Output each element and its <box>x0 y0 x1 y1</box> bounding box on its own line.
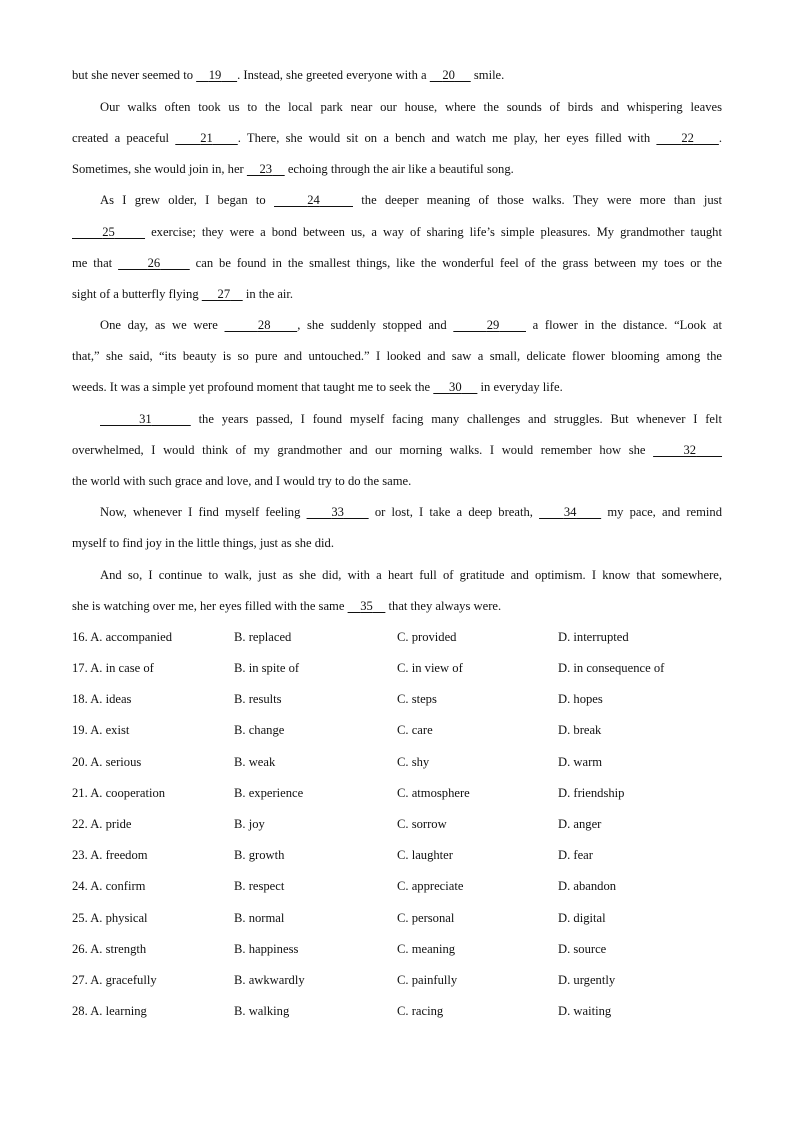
option-d: D. hopes <box>558 692 603 706</box>
option-c: C. laughter <box>397 848 453 862</box>
passage-line: she is watching over me, her eyes filled with the same 35 that they always were. <box>72 599 502 613</box>
option-b: B. happiness <box>234 942 299 956</box>
option-c: C. painfully <box>397 973 458 987</box>
answer-blank: 32 <box>683 443 697 457</box>
option-b: B. change <box>234 723 285 737</box>
option-b: B. normal <box>234 911 285 925</box>
answer-blank: 24 <box>307 193 320 207</box>
option-c: C. care <box>397 723 433 737</box>
question-options-row <box>72 754 722 770</box>
option-c: C. steps <box>397 692 437 706</box>
passage-line: And so, I continue to walk, just as she did, with a heart full of gratitude and optimism. I know that somewhere, <box>100 568 722 582</box>
answer-blank: 19 <box>208 68 222 82</box>
passage-line: 25 exercise; they were a bond between us, a way of sharing life’s simple pleasures. My grandmother taught <box>72 224 722 240</box>
option-c: C. shy <box>397 755 430 769</box>
option-d: D. digital <box>558 911 606 925</box>
option-b: B. walking <box>234 1004 290 1018</box>
answer-blank: 35 <box>360 599 373 613</box>
passage-line: myself to find joy in the little things, just as she did. <box>72 536 335 550</box>
answer-blank: 21 <box>200 131 213 145</box>
option-d: D. in consequence of <box>558 661 665 675</box>
option-b: B. joy <box>234 817 265 831</box>
answer-blank: 27 <box>217 287 231 301</box>
answer-blank: 25 <box>102 225 115 239</box>
question-options-row <box>72 878 722 894</box>
option-a: 21. A. cooperation <box>72 786 166 800</box>
passage-line: Now, whenever I find myself feeling 33 or lost, I take a deep breath, 34 my pace, and remind <box>100 505 723 519</box>
question-options-row <box>72 722 722 738</box>
answer-blank: 29 <box>486 318 500 332</box>
passage-line: the world with such grace and love, and I would try to do the same. <box>72 474 412 488</box>
option-c: C. personal <box>397 911 455 925</box>
option-d: D. abandon <box>558 879 617 893</box>
answer-blank: 31 <box>139 412 152 426</box>
question-options-row <box>72 972 722 988</box>
option-c: C. provided <box>397 630 457 644</box>
option-a: 26. A. strength <box>72 942 147 956</box>
option-b: B. replaced <box>234 630 292 644</box>
question-options-row <box>72 629 722 645</box>
option-d: D. fear <box>558 848 593 862</box>
answer-blank: 26 <box>147 256 161 270</box>
option-b: B. results <box>234 692 282 706</box>
option-c: C. sorrow <box>397 817 447 831</box>
option-c: C. appreciate <box>397 879 464 893</box>
option-a: 23. A. freedom <box>72 848 148 862</box>
option-d: D. source <box>558 942 607 956</box>
passage-line: Sometimes, she would join in, her 23 echoing through the air like a beautiful song. <box>72 162 514 176</box>
option-a: 18. A. ideas <box>72 692 132 706</box>
option-a: 25. A. physical <box>72 911 148 925</box>
option-d: D. break <box>558 723 602 737</box>
passage-line: Our walks often took us to the local park near our house, where the sounds of birds and whispering leaves <box>100 100 722 114</box>
option-a: 19. A. exist <box>72 723 130 737</box>
answer-blank: 34 <box>563 505 577 519</box>
option-c: C. meaning <box>397 942 456 956</box>
passage-line: overwhelmed, I would think of my grandmother and our morning walks. I would remember how she 32 <box>72 442 722 458</box>
question-options-row <box>72 691 722 707</box>
option-c: C. racing <box>397 1004 444 1018</box>
option-a: 28. A. learning <box>72 1004 147 1018</box>
answer-blank: 23 <box>259 162 273 176</box>
option-a: 27. A. gracefully <box>72 973 157 987</box>
option-a: 20. A. serious <box>72 755 142 769</box>
passage-line: As I grew older, I began to 24 the deeper meaning of those walks. They were more than just <box>100 193 723 207</box>
option-d: D. anger <box>558 817 602 831</box>
option-a: 22. A. pride <box>72 817 132 831</box>
question-options-row <box>72 660 722 676</box>
answer-blank: 20 <box>442 68 455 82</box>
option-b: B. awkwardly <box>234 973 305 987</box>
option-a: 17. A. in case of <box>72 661 154 675</box>
passage-line: me that 26 can be found in the smallest things, like the wonderful feel of the grass between my toes or the <box>72 256 722 270</box>
passage-line: sight of a butterfly flying 27 in the air. <box>72 287 294 301</box>
answer-blank: 22 <box>681 131 694 145</box>
option-b: B. in spite of <box>234 661 300 675</box>
question-options-row <box>72 941 722 957</box>
answer-blank: 33 <box>331 505 344 519</box>
passage-line: created a peaceful 21 . There, she would sit on a bench and watch me play, her eyes filled with 22 . <box>72 131 723 145</box>
answer-blank: 28 <box>257 318 271 332</box>
option-c: C. atmosphere <box>397 786 470 800</box>
option-d: D. warm <box>558 755 603 769</box>
question-options-row <box>72 785 722 801</box>
question-options-row <box>72 1003 722 1019</box>
option-c: C. in view of <box>397 661 463 675</box>
option-b: B. growth <box>234 848 285 862</box>
option-b: B. experience <box>234 786 304 800</box>
option-b: B. respect <box>234 879 285 893</box>
question-options-row <box>72 910 722 926</box>
option-d: D. waiting <box>558 1004 612 1018</box>
option-b: B. weak <box>234 755 276 769</box>
passage-line: weeds. It was a simple yet profound moment that taught me to seek the 30 in everyday life. <box>72 380 563 394</box>
question-options-row <box>72 816 722 832</box>
passage-line: 31 the years passed, I found myself facing many challenges and struggles. But whenever I felt <box>72 411 722 427</box>
passage-line: One day, as we were 28 , she suddenly stopped and 29 a flower in the distance. “Look at <box>100 318 723 332</box>
option-a: 16. A. accompanied <box>72 630 173 644</box>
passage-line: but she never seemed to 19 . Instead, she greeted everyone with a 20 smile. <box>72 68 505 82</box>
passage-line: that,” she said, “its beauty is so pure and untouched.” I looked and saw a small, delicate flower blooming among the <box>72 349 722 363</box>
option-d: D. friendship <box>558 786 625 800</box>
option-a: 24. A. confirm <box>72 879 146 893</box>
option-d: D. urgently <box>558 973 616 987</box>
option-d: D. interrupted <box>558 630 629 644</box>
question-options-row <box>72 847 722 863</box>
answer-blank: 30 <box>449 380 462 394</box>
